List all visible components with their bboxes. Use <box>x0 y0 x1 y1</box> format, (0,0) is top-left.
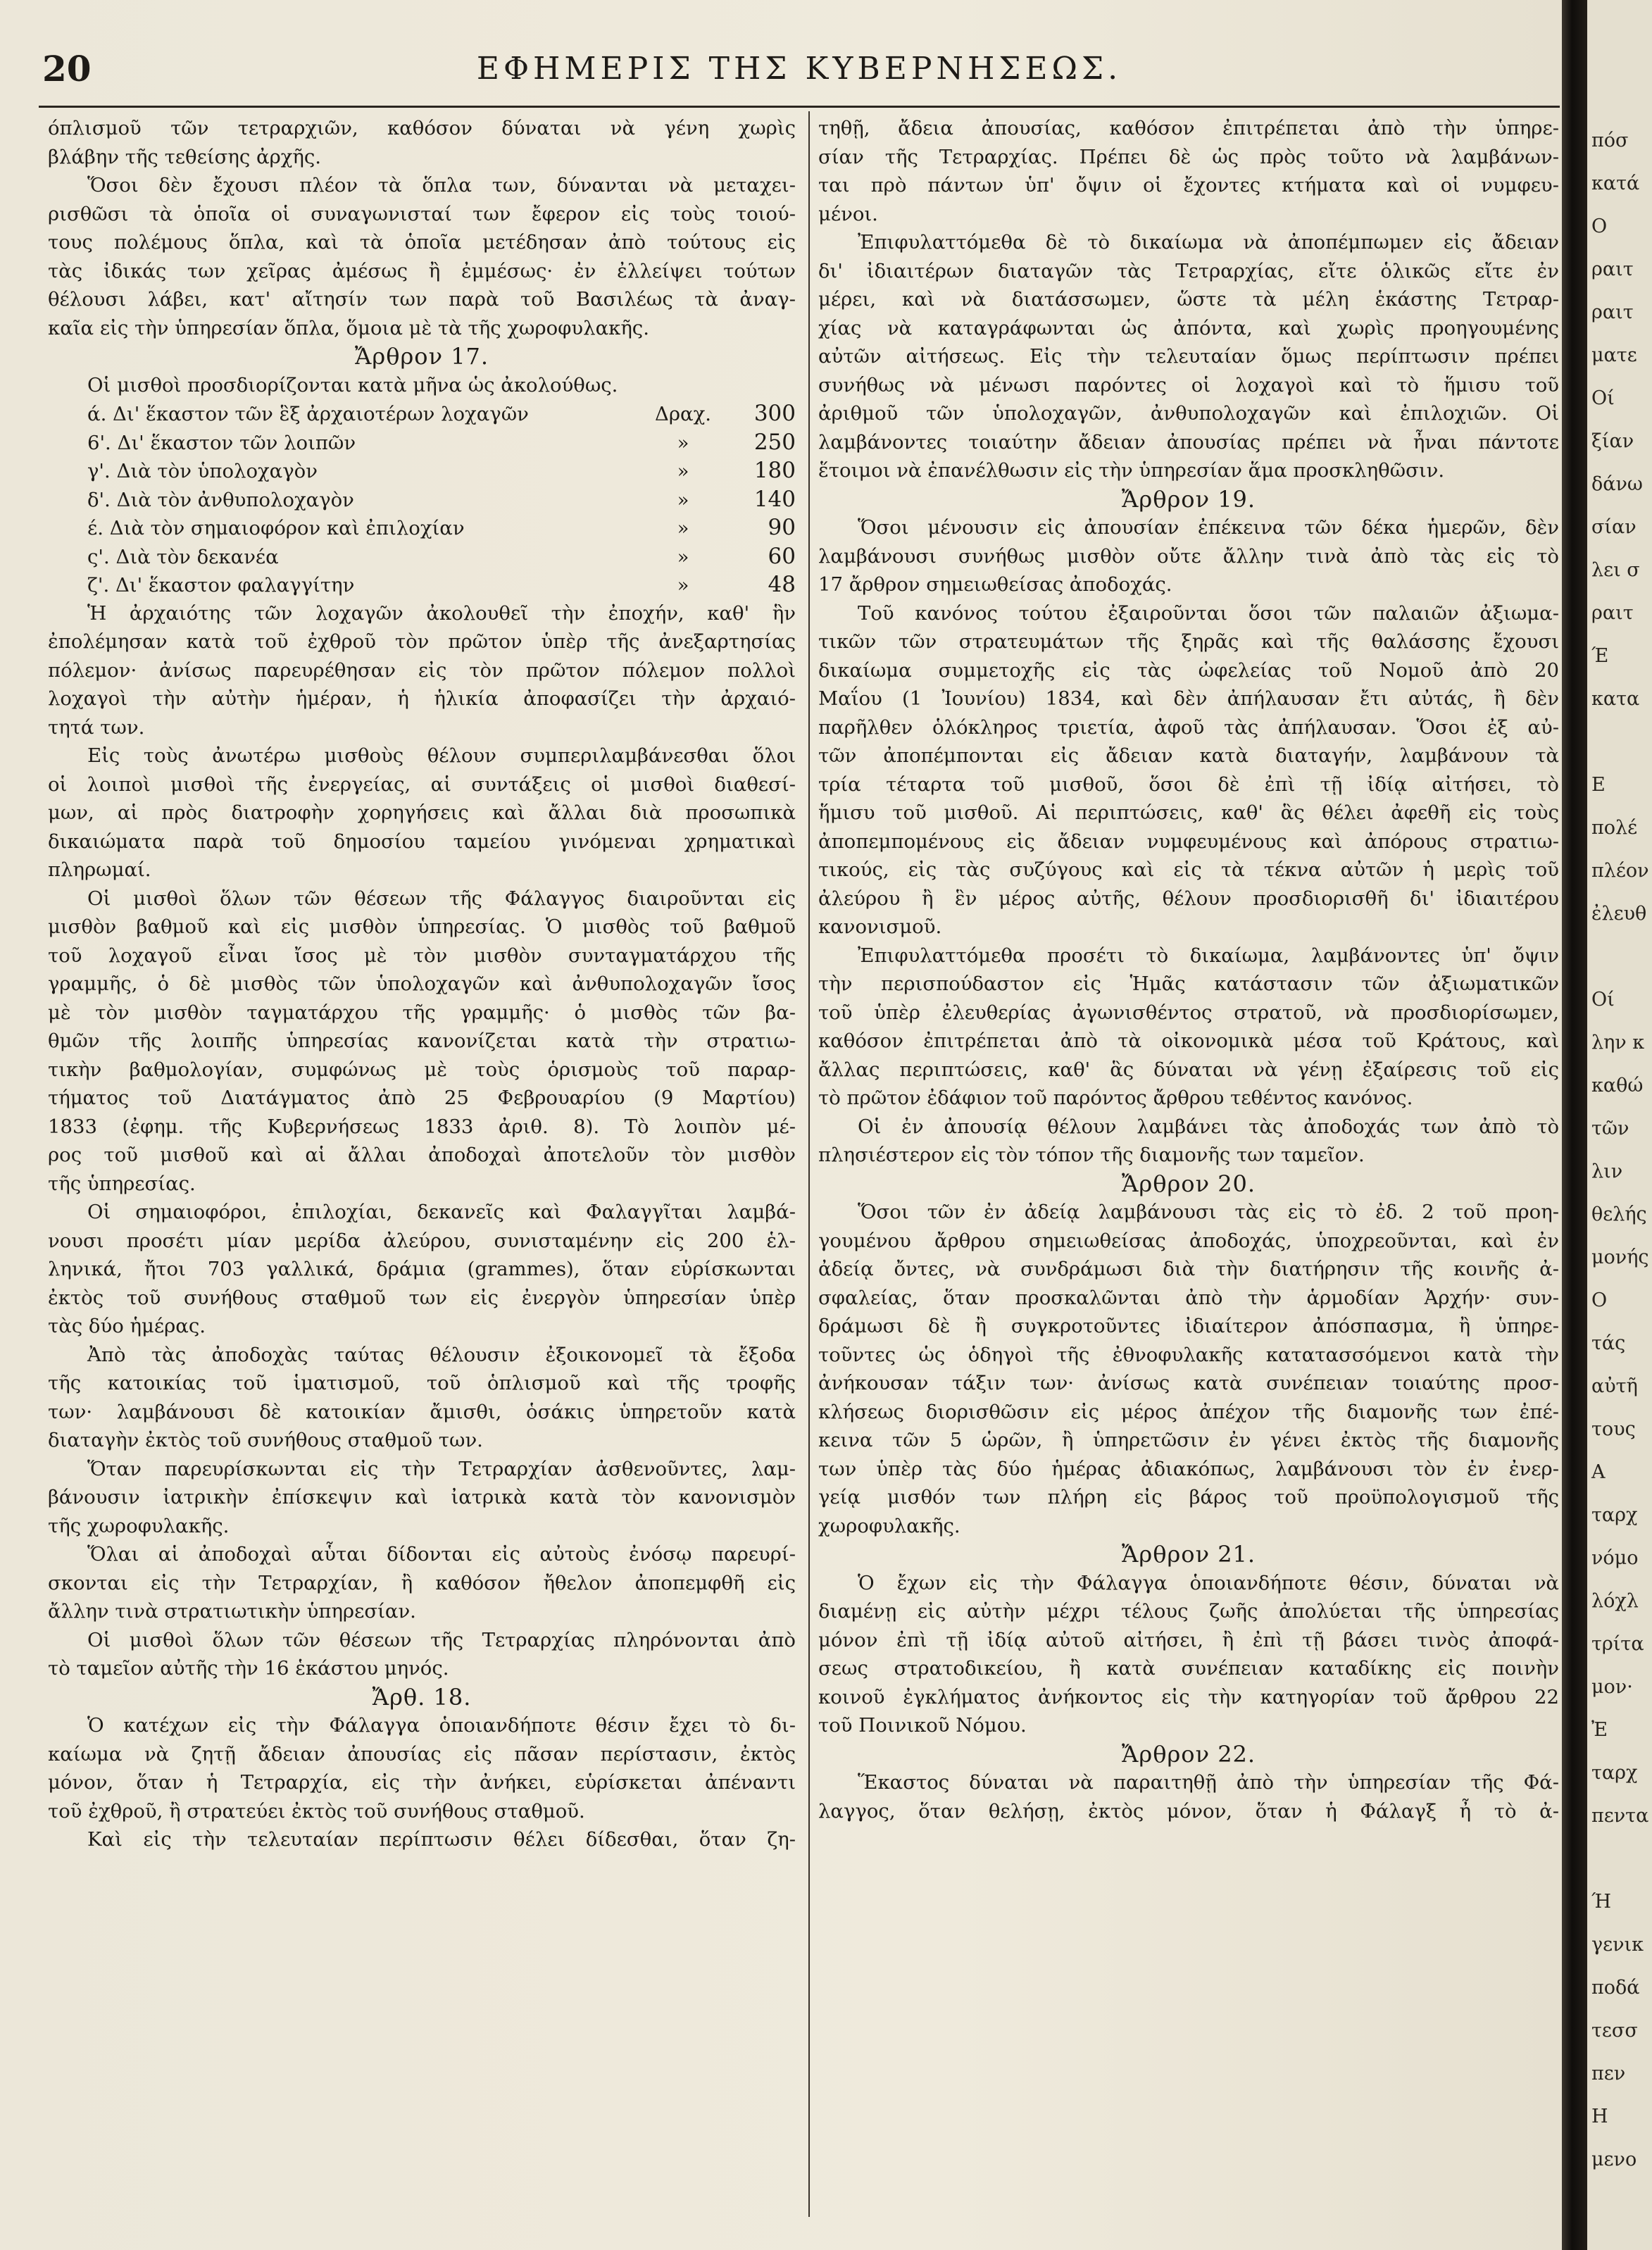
text-line: παρῆλθεν ὁλόκληρος τριετία, ἀφοῦ τὰς ἀπήλαυσαν. Ὅσοι ἐξ αὐ- <box>818 715 1559 739</box>
text-line: λοχαγοὶ τὴν αὐτὴν ἡμέραν, ἡ ἡλικία ἀποφασίζει τὴν ἀρχαιό- <box>48 687 796 710</box>
text-line: διαταγὴν ἐκτὸς τοῦ συνήθους σταθμοῦ των. <box>48 1429 483 1451</box>
text-line: Οἱ μισθοὶ ὅλων τῶν θέσεων τῆς Τετραρχίας πληρόνονται ἀπὸ <box>87 1628 796 1651</box>
book-gutter <box>1562 0 1587 2250</box>
adjacent-page-fragment: ξίαν <box>1591 430 1634 452</box>
running-title: ΕΦΗΜΕΡΙΣ ΤΗΣ ΚΥΒΕΡΝΗΣΕΩΣ. <box>476 51 1122 87</box>
text-line: ρισθῶσι τὰ ὁποῖα οἱ συναγωνισταί των ἔφερον εἰς τοὺς τοιού- <box>48 202 796 225</box>
text-line: Εἰς τοὺς ἀνωτέρω μισθοὺς θέλουν συμπεριλαμβάνεσθαι ὅλοι <box>87 744 796 767</box>
text-line: τρία τέταρτα τοῦ μισθοῦ, ὅσοι δὲ ἐπὶ τῇ ἰδίᾳ αἰτήσει, τὸ <box>818 773 1559 796</box>
adjacent-page-fragment: Ο <box>1591 1289 1608 1311</box>
salary-rank: γ'. Διὰ τὸν ὑπολοχαγὸν <box>87 460 318 482</box>
text-line: των· λαμβάνουσι δὲ κατοικίαν ἄμισθι, ὁσάκις ὑπηρετοῦν κατὰ <box>48 1400 796 1423</box>
text-line: καίωμα νὰ ζητῇ ἄδειαν ἀπουσίας εἰς πᾶσαν περίστασιν, ἐκτὸς <box>48 1742 796 1765</box>
text-line: λαμβάνοντες τοιαύτην ἄδειαν ἀπουσίας πρέπει νὰ ἦναι πάντοτε <box>818 430 1559 454</box>
text-line: Ἐπιφυλαττόμεθα δὲ τὸ δικαίωμα νὰ ἀποπέμπωμεν εἰς ἄδειαν <box>858 231 1559 254</box>
adjacent-page-fragment: γενικ <box>1591 1934 1644 1956</box>
text-line: μένοι. <box>818 202 878 225</box>
adjacent-page-fragment: Ε <box>1591 774 1606 796</box>
text-line: ληνικά, ἤτοι 703 γαλλικά, δράμια (grammes), ὅταν εὑρίσκωνται <box>48 1258 796 1280</box>
text-line: τῆς χωροφυλακῆς. <box>48 1514 230 1537</box>
text-line: Ὅσοι δὲν ἔχουσι πλέον τὰ ὅπλα των, δύνανται νὰ μεταχει- <box>87 174 796 196</box>
salary-amount: 250 <box>753 429 796 455</box>
text-line: πλησιέστερον εἰς τὸν τόπον τῆς διαμονῆς των ταμεῖον. <box>818 1144 1365 1166</box>
currency-mark: » <box>677 545 689 568</box>
adjacent-page-fragment: Α <box>1591 1461 1606 1483</box>
adjacent-page-fragment: αὐτῆ <box>1591 1375 1638 1397</box>
adjacent-page-fragment: Οί <box>1591 387 1615 409</box>
article-heading: Ἄρθρον 22. <box>1121 1740 1256 1768</box>
text-line: τῶν ἀποπέμπονται εἰς ἄδειαν κατὰ διαταγήν, λαμβάνουν τὰ <box>818 744 1559 767</box>
text-line: ἀριθμοῦ τῶν ὑπολοχαγῶν, ἀνθυπολοχαγῶν καὶ ἐπιλοχιῶν. Οἱ <box>818 402 1559 425</box>
text-line: γείᾳ μισθόν των πλήρη εἰς βάρος τοῦ προϋπολογισμοῦ τῆς <box>818 1486 1559 1508</box>
text-line: αὐτῶν αἰτήσεως. Εἰς τὴν τελευταίαν ὅμως περίπτωσιν πρέπει <box>818 345 1559 368</box>
text-line: ἥμισυ τοῦ μισθοῦ. Αἱ περιπτώσεις, καθ' ἃς θέλει ἀφεθῆ εἰς τοὺς <box>818 801 1559 824</box>
text-line: τὰς δύο ἡμέρας. <box>48 1315 206 1337</box>
text-line: τὸ ταμεῖον αὐτῆς τὴν 16 ἑκάστου μηνός. <box>48 1657 449 1680</box>
text-line: καῖα εἰς τὴν ὑπηρεσίαν ὅπλα, ὅμοια μὲ τὰ τῆς χωροφυλακῆς. <box>48 316 649 339</box>
text-line: 17 ἄρθρον σημειωθείσας ἀποδοχάς. <box>818 573 1172 596</box>
salary-amount: 140 <box>753 486 796 512</box>
adjacent-page-fragment: πεντα <box>1591 1805 1649 1827</box>
text-line: 1833 (ἐφημ. τῆς Κυβερνήσεως 1833 ἀριθ. 8). Τὸ λοιπὸν μέ- <box>48 1115 796 1138</box>
article-heading: Ἄρθρον 21. <box>1121 1541 1256 1568</box>
salary-row <box>48 485 796 514</box>
salary-rank: 6'. Δι' ἕκαστον τῶν λοιπῶν <box>87 431 356 454</box>
text-line: Οἱ μισθοὶ προσδιορίζονται κατὰ μῆνα ὡς ἀκολούθως. <box>87 373 618 396</box>
salary-rank: ά. Δι' ἕκαστον τῶν ἓξ ἀρχαιοτέρων λοχαγῶν <box>87 403 529 425</box>
text-line: πόλεμον· ἀνίσως παρευρέθησαν εἰς τὸν πρῶτον πόλεμον πολλοὶ <box>48 658 796 682</box>
adjacent-page-fragment: μενο <box>1591 2149 1637 2170</box>
adjacent-page-fragment: τους <box>1591 1418 1636 1440</box>
text-line: Ἐπιφυλαττόμεθα προσέτι τὸ δικαίωμα, λαμβάνοντες ὑπ' ὄψιν <box>858 944 1559 967</box>
adjacent-page-fragment: πλέον <box>1591 860 1649 882</box>
text-line: Μαΐου (1 Ἰουνίου) 1834, καὶ δὲν ἀπήλαυσαν ἔτι αὐτάς, ἢ δὲν <box>818 687 1559 710</box>
text-line: τοῦ ἐχθροῦ, ἢ στρατεύει ἐκτὸς τοῦ συνήθους σταθμοῦ. <box>48 1799 585 1823</box>
text-line: ἀλεύρου ἢ ἓν μέρος αὐτῆς, θέλουν προσδιορισθῆ δι' ἰδιαιτέρου <box>818 887 1559 910</box>
text-line: δι' ἰδιαιτέρων διαταγῶν τὰς Τετραρχίας, εἴτε ὁλικῶς εἴτε ἐν <box>818 259 1559 282</box>
adjacent-page-fragment: πολέ <box>1591 817 1638 839</box>
text-line: Οἱ ἐν ἀπουσίᾳ θέλουν λαμβάνει τὰς ἀποδοχάς των ἀπὸ τὸ <box>858 1115 1559 1138</box>
adjacent-page-fragment: σίαν <box>1591 516 1637 538</box>
salary-amount: 180 <box>753 458 796 483</box>
salary-row <box>48 570 796 599</box>
text-line: καθόσον ἐπιτρέπεται ἀπὸ τὰ οἰκονομικὰ μέσα τοῦ Κράτους, καὶ <box>818 1030 1559 1052</box>
salary-amount: 90 <box>768 515 796 540</box>
salary-rank: ς'. Διὰ τὸν δεκανέα <box>87 545 279 568</box>
text-line: Ὅλαι αἱ ἀποδοχαὶ αὗται δίδονται εἰς αὐτοὺς ἐνόσῳ παρευρί- <box>87 1543 796 1565</box>
salary-row <box>48 513 796 542</box>
salary-row <box>48 456 796 485</box>
text-line: κανονισμοῦ. <box>818 915 942 938</box>
adjacent-page-fragment: λην κ <box>1591 1032 1645 1054</box>
text-line: δικαιώματα παρὰ τοῦ δημοσίου ταμείου γινόμεναι χρηματικαὶ <box>48 830 796 853</box>
article-heading: Ἄρθρον 17. <box>354 343 489 370</box>
currency-mark: » <box>677 517 689 539</box>
text-line: τὸ πρῶτον ἐδάφιον τοῦ παρόντος ἄρθρου τεθέντος κανόνος. <box>818 1087 1413 1109</box>
text-line: Ὅσοι μένουσιν εἰς ἀπουσίαν ἐπέκεινα τῶν δέκα ἡμερῶν, δὲν <box>858 516 1559 539</box>
adjacent-page-fragment: ραιτ <box>1591 301 1634 323</box>
currency-mark: » <box>677 431 689 454</box>
text-line: τικούς, εἰς τὰς συζύγους καὶ εἰς τὰ τέκνα αὐτῶν ἡ μερὶς τοῦ <box>818 858 1559 881</box>
text-line: Ὁ κατέχων εἰς τὴν Φάλαγγα ὁποιανδήποτε θέσιν ἔχει τὸ δι- <box>87 1714 796 1737</box>
text-line: σίαν τῆς Τετραρχίας. Πρέπει δὲ ὡς πρὸς τοῦτο νὰ λαμβάνων- <box>818 145 1559 168</box>
adjacent-page-fragment: ραιτ <box>1591 602 1634 624</box>
text-line: Καὶ εἰς τὴν τελευταίαν περίπτωσιν θέλει δίδεσθαι, ὅταν ζη- <box>87 1828 796 1851</box>
text-line: σφαλείας, ὅταν προσκαλῶνται ἀπὸ τὴν ἁρμοδίαν Ἀρχήν· συν- <box>818 1286 1559 1309</box>
text-line: τοῦντες ὡς ὁδηγοὶ τῆς ἐθνοφυλακῆς κατατασσόμενοι κατὰ τὴν <box>818 1343 1559 1366</box>
header-rule <box>39 106 1560 108</box>
text-line: Οἱ μισθοὶ ὅλων τῶν θέσεων τῆς Φάλαγγος διαιροῦνται εἰς <box>87 887 796 910</box>
adjacent-page-fragment: λόχλ <box>1591 1590 1639 1612</box>
text-line: μόνον, ὅταν ἡ Τετραρχία, εἰς τὴν ἀνήκει, εὑρίσκεται ἀπέναντι <box>48 1771 796 1794</box>
adjacent-page-fragment: ραιτ <box>1591 258 1634 280</box>
adjacent-page-fragment: δάνω <box>1591 473 1643 495</box>
salary-amount: 300 <box>753 401 796 426</box>
text-line: μὲ τὸν μισθὸν ταγματάρχου τῆς γραμμῆς· ὁ μισθὸς τῶν βα- <box>48 1001 796 1024</box>
text-line: όπλισμοῦ τῶν τετραρχιῶν, καθόσον δύναται νὰ γένη χωρὶς <box>48 117 796 139</box>
adjacent-page-fragment: ποδά <box>1591 1977 1640 1999</box>
adjacent-page-fragment: λιν <box>1591 1161 1623 1182</box>
adjacent-page-fragment: κατά <box>1591 173 1640 194</box>
adjacent-page-fragment: Ή <box>1591 1891 1612 1913</box>
text-line: Ἡ ἀρχαιότης τῶν λοχαγῶν ἀκολουθεῖ τὴν ἐποχήν, καθ' ἣν <box>87 601 796 625</box>
text-line: χωροφυλακῆς. <box>818 1514 960 1537</box>
adjacent-page-fragment: τῶν <box>1591 1118 1629 1139</box>
salary-rank: δ'. Διὰ τὸν ἀνθυπολοχαγὸν <box>87 488 354 511</box>
adjacent-page-fragment: τρίτα <box>1591 1633 1644 1655</box>
adjacent-page-fragment: λει σ <box>1591 559 1640 581</box>
adjacent-page-fragment: Η <box>1591 2106 1608 2127</box>
adjacent-page-fragment: τάς <box>1591 1332 1626 1354</box>
text-line: Ὅσοι τῶν ἐν ἀδείᾳ λαμβάνουσι τὰς εἰς τὸ ἐδ. 2 τοῦ προη- <box>858 1201 1559 1223</box>
page-header <box>42 48 1556 99</box>
text-line: τικὴν βαθμολογίαν, συμφώνως μὲ τοὺς ὁρισμοὺς τοῦ παραρ- <box>48 1058 796 1081</box>
text-line: συνήθως νὰ μένωσι παρόντες οἱ λοχαγοὶ καὶ τὸ ἥμισυ τοῦ <box>818 373 1559 396</box>
text-line: νουσι προσέτι μίαν μερίδα ἀλεύρου, συνισταμένην εἰς 200 ἑλ- <box>48 1229 796 1252</box>
left-column-text-before-table <box>48 114 796 399</box>
text-line: μισθὸν βαθμοῦ καὶ εἰς μισθὸν ὑπηρεσίας. Ὁ μισθὸς τοῦ βαθμοῦ <box>48 915 796 938</box>
text-line: τήματος τοῦ Διατάγματος ἀπὸ 25 Φεβρουαρίου (9 Μαρτίου) <box>48 1087 796 1109</box>
currency-mark: » <box>677 460 689 482</box>
text-line: ρος τοῦ μισθοῦ καὶ αἱ ἄλλαι ἀποδοχαὶ ἀποτελοῦν τὸν μισθὸν <box>48 1144 796 1166</box>
adjacent-page-fragment: πόσ <box>1591 130 1629 151</box>
text-line: δικαίωμα συμμετοχῆς εἰς τὰς ὠφελείας τοῦ Νομοῦ ἀπὸ 20 <box>818 658 1559 682</box>
text-line: ἕτοιμοι νὰ ἐπανέλθωσιν εἰς τὴν ὑπηρεσίαν ἅμα προσκληθῶσιν. <box>818 459 1445 482</box>
text-line: ἀνήκουσαν τάξιν των· ἀνίσως κατὰ συνέπειαν τοιαύτης προσ- <box>818 1372 1559 1394</box>
adjacent-page-fragment: θελής <box>1591 1204 1647 1225</box>
adjacent-page-fragment: καθώ <box>1591 1075 1644 1096</box>
left-column-text-after-table <box>48 599 796 1854</box>
adjacent-page-fragment: Οί <box>1591 989 1615 1011</box>
salary-row <box>48 399 796 428</box>
text-line: χίας νὰ καταγράφωνται ὡς ἀπόντα, καὶ χωρὶς προηγουμένης <box>818 316 1559 339</box>
adjacent-page-fragment: ματε <box>1591 344 1637 366</box>
text-line: ἄλλην τινὰ στρατιωτικὴν ὑπηρεσίαν. <box>48 1600 416 1623</box>
adjacent-page-fragment: ταρχ <box>1591 1504 1638 1526</box>
left-column <box>48 114 796 1854</box>
text-line: λαμβάνουσι συνήθως μισθὸν οὔτε ἄλλην τινὰ ἀπὸ τὰς εἰς τὸ <box>818 544 1559 568</box>
article-heading: Ἄρθρον 19. <box>1121 485 1256 513</box>
text-line: σκονται εἰς τὴν Τετραρχίαν, ἢ καθόσον ἤθελον ἀποπεμφθῆ εἰς <box>48 1571 796 1594</box>
text-line: τοῦ ὑπὲρ ἐλευθερίας ἀγωνισθέντος στρατοῦ, νὰ προσδιορίσωμεν, <box>818 1001 1559 1024</box>
text-line: τὰς ἰδικάς των χεῖρας ἀμέσως ἢ ἐμμέσως· ἐν ἐλλείψει τούτων <box>48 259 796 282</box>
text-line: διαμένῃ εἰς αὐτὴν μέχρι τέλους ζωῆς ἀπολύεται τῆς ὑπηρεσίας <box>818 1600 1559 1623</box>
text-line: των ὑπὲρ τὰς δύο ἡμέρας ἀδιακόπως, λαμβάνουσι τὸν ἐν ἐνερ- <box>818 1457 1559 1480</box>
text-line: δράμωσι δὲ ἢ συγκροτοῦντες ἰδιαίτερον ἀπόσπασμα, ἢ ὑπηρε- <box>818 1315 1559 1337</box>
text-line: τηθῇ, ἄδεια ἀπουσίας, καθόσον ἐπιτρέπεται ἀπὸ τὴν ὑπηρε- <box>818 117 1559 139</box>
right-column-text <box>818 114 1559 1825</box>
text-line: πληρωμαί. <box>48 858 151 881</box>
text-line: οἱ λοιποὶ μισθοὶ τῆς ἐνεργείας, αἱ συντάξεις οἱ μισθοὶ διαθεσί- <box>48 773 796 796</box>
text-line: λαγγος, ὅταν θελήσῃ, ἐκτὸς μόνον, ὅταν ἡ Φάλαγξ ἦ τὸ ἀ- <box>818 1799 1559 1823</box>
text-line: ἐπολέμησαν κατὰ τοῦ ἐχθροῦ τὸν πρῶτον ὑπὲρ τῆς ἀνεξαρτησίας <box>48 630 796 653</box>
adjacent-page-fragment: Έ <box>1591 645 1609 667</box>
text-line: τους πολέμους ὅπλα, καὶ τὰ ὁποῖα μετέδησαν ἀπὸ τούτους εἰς <box>48 231 796 254</box>
adjacent-page-fragment: Ο <box>1591 215 1608 237</box>
text-line: γουμένου ἄρθρου σημειωθείσας ἀποδοχάς, ὑποχρεοῦνται, καὶ ἐν <box>818 1229 1559 1252</box>
salary-row <box>48 428 796 457</box>
adjacent-page-edge <box>1587 0 1652 2250</box>
adjacent-page-fragment: μον· <box>1591 1676 1633 1698</box>
text-line: τοῦ Ποινικοῦ Νόμου. <box>818 1714 1027 1737</box>
text-line: τικῶν τῶν στρατευμάτων τῆς ξηρᾶς καὶ τῆς θαλάσσης ἔχουσι <box>818 630 1559 653</box>
column-divider <box>808 111 810 2217</box>
text-line: Ἕκαστος δύναται νὰ παραιτηθῇ ἀπὸ τὴν ὑπηρεσίαν τῆς Φά- <box>858 1771 1559 1794</box>
page-number: 20 <box>42 48 92 89</box>
currency-mark: » <box>677 488 689 511</box>
adjacent-page-fragment: ἐλευθ <box>1591 903 1647 925</box>
currency-mark: Δραχ. <box>654 403 711 425</box>
article-heading: Ἄρθ. 18. <box>372 1683 472 1711</box>
adjacent-page-fragment: Ἐ <box>1591 1719 1608 1741</box>
text-line: Τοῦ κανόνος τούτου ἐξαιροῦνται ὅσοι τῶν παλαιῶν ἀξιωμα- <box>858 601 1559 625</box>
text-line: τῆς ὑπηρεσίας. <box>48 1172 196 1195</box>
salary-rank: έ. Διὰ τὸν σημαιοφόρον καὶ ἐπιλοχίαν <box>87 517 465 539</box>
text-line: Οἱ σημαιοφόροι, ἐπιλοχίαι, δεκανεῖς καὶ Φαλαγγῖται λαμβά- <box>87 1201 796 1223</box>
text-line: κεινα τῶν 5 ὡρῶν, ἢ ὑπηρετῶσιν ἐν γένει ἐκτὸς τῆς διαμονῆς <box>818 1429 1559 1451</box>
text-line: βλάβην τῆς τεθείσης ἀρχῆς. <box>48 145 322 168</box>
text-line: θμῶν τῆς λοιπῆς ὑπηρεσίας κανονίζεται κατὰ τὴν στρατιω- <box>48 1030 796 1052</box>
text-line: τητά των. <box>48 715 145 739</box>
text-line: τοῦ λοχαγοῦ εἶναι ἴσος μὲ τὸν μισθὸν συνταγματάρχου τῆς <box>48 944 796 967</box>
text-line: ἄλλας περιπτώσεις, καθ' ἃς δύναται νὰ γένῃ ἐξαίρεσις τοῦ εἰς <box>818 1058 1559 1081</box>
article-heading: Ἄρθρον 20. <box>1121 1170 1256 1197</box>
text-line: τὴν περισπούδαστον εἰς Ἡμᾶς κατάστασιν τῶν ἀξιωματικῶν <box>818 973 1559 995</box>
text-line: σεως στρατοδικείου, ἢ κατὰ συνέπειαν καταδίκης εἰς ποινὴν <box>818 1657 1559 1680</box>
text-line: θέλουσι λάβει, κατ' αἴτησίν των παρὰ τοῦ Βασιλέως τὰ ἀναγ- <box>48 288 796 311</box>
currency-mark: » <box>677 574 689 596</box>
adjacent-page-fragment: ταρχ <box>1591 1762 1638 1784</box>
salary-row <box>48 542 796 571</box>
adjacent-page-fragment: μονής <box>1591 1246 1649 1268</box>
text-line: μέρει, καὶ νὰ διατάσσωμεν, ὥστε τὰ μέλη ἑκάστης Τετραρ- <box>818 288 1559 311</box>
salary-amount: 60 <box>768 543 796 569</box>
text-line: ἀδείᾳ ὄντες, νὰ συνδράμωσι διὰ τὴν διατήρησιν τῆς κοινῆς ἀ- <box>818 1258 1559 1280</box>
text-line: Ὁ ἔχων εἰς τὴν Φάλαγγα ὁποιανδήποτε θέσιν, δύναται νὰ <box>858 1571 1559 1594</box>
salary-table <box>48 399 796 599</box>
text-line: βάνουσιν ἰατρικὴν ἐπίσκεψιν καὶ ἰατρικὰ κατὰ τὸν κανονισμὸν <box>48 1486 796 1508</box>
salary-rank: ζ'. Δι' ἕκαστον φαλαγγίτην <box>87 574 355 596</box>
text-line: μων, αἱ πρὸς διατροφὴν χορηγήσεις καὶ ἄλλαι διὰ προσωπικὰ <box>48 801 796 824</box>
right-column <box>818 114 1559 1825</box>
text-line: μόνον ἐπὶ τῇ ἰδίᾳ αὐτοῦ αἰτήσει, ἢ ἐπὶ τῇ βάσει τινὸς ἀποφά- <box>818 1628 1559 1651</box>
text-line: τῆς κατοικίας τοῦ ἱματισμοῦ, τοῦ ὁπλισμοῦ καὶ τῆς τροφῆς <box>48 1372 796 1394</box>
text-line: ται πρὸ πάντων ὑπ' ὄψιν οἱ ἔχοντες κτήματα καὶ οἱ νυμφευ- <box>818 174 1559 196</box>
adjacent-page-fragment: κατα <box>1591 688 1640 710</box>
text-line: κλήσεως διορισθῶσιν εἰς μέρος ἀπέχον τῆς διαμονῆς των ἐπέ- <box>818 1400 1559 1423</box>
text-line: γραμμῆς, ὁ δὲ μισθὸς τῶν ὑπολοχαγῶν καὶ ἀνθυπολοχαγῶν ἴσος <box>48 973 796 995</box>
text-line: ἀποπεμπομένους εἰς ἄδειαν νυμφευμένους καὶ ἀπόρους στρατιω- <box>818 830 1559 853</box>
salary-amount: 48 <box>768 572 796 597</box>
adjacent-page-fragment: τεσσ <box>1591 2020 1638 2042</box>
text-line: Ἀπὸ τὰς ἀποδοχὰς ταύτας θέλουσιν ἐξοικονομεῖ τὰ ἔξοδα <box>87 1343 796 1366</box>
adjacent-page-fragment: νόμο <box>1591 1547 1639 1569</box>
adjacent-page-fragment: πεν <box>1591 2063 1626 2085</box>
text-line: ἐκτὸς τοῦ συνήθους σταθμοῦ των εἰς ἐνεργὸν ὑπηρεσίαν ὑπὲρ <box>48 1286 796 1309</box>
text-line: κοινοῦ ἐγκλήματος ἀνήκοντος εἰς τὴν κατηγορίαν τοῦ ἄρθρου 22 <box>818 1685 1559 1708</box>
text-line: Ὅταν παρευρίσκωνται εἰς τὴν Τετραρχίαν ἀσθενοῦντες, λαμ- <box>87 1457 796 1480</box>
